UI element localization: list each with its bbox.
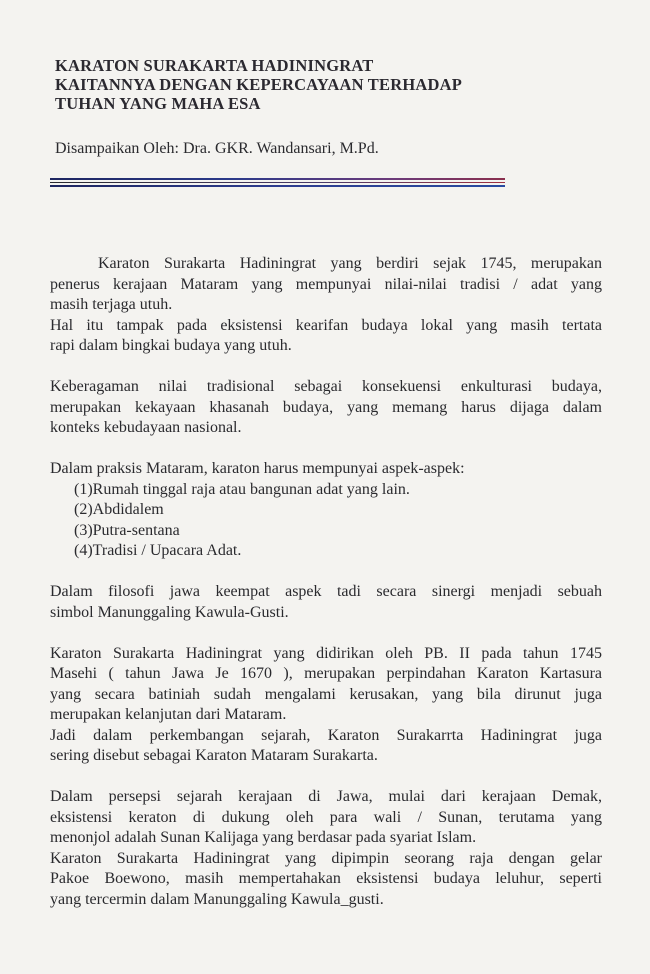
text-line: Dalam persepsi sejarah kerajaan di Jawa, mulai dari kerajaan Demak, [50,788,602,805]
text-line: masih terjaga utuh. [50,296,173,313]
list-item: (1)Rumah tinggal raja atau bangunan adat yang lain. [74,480,410,498]
text-line: Karaton Surakarta Hadiningrat yang berdiri sejak 1745, merupakan [98,255,602,272]
text-line: rapi dalam bingkai budaya yang utuh. [50,337,292,354]
text-line: Keberagaman nilai tradisional sebagai konsekuensi enkulturasi budaya, [50,378,602,395]
text-line: penerus kerajaan Mataram yang mempunyai nilai-nilai tradisi / adat yang [50,275,602,293]
list-item: (2)Abdidalem [74,501,164,518]
paragraph-3 [50,459,602,480]
text-line: menonjol adalah Sunan Kalijaga yang berdasar pada syariat Islam. [50,829,477,846]
text-line: merupakan kelanjutan dari Mataram. [50,706,287,723]
text-line: Dalam praksis Mataram, karaton harus mempunyai aspek-aspek: [50,460,465,477]
text-line: yang tercermin dalam Manunggaling Kawula_gusti. [50,890,384,908]
text-line: yang secara batiniah sudah mengalami kerusakan, yang bila dirunut juga [50,685,602,703]
list-item: (3)Putra-sentana [74,521,180,539]
author-line: Disampaikan Oleh: Dra. GKR. Wandansari, M.Pd. [55,140,379,157]
text-line: Jadi dalam perkembangan sejarah, Karaton Surakarrta Hadiningrat juga [50,726,602,744]
text-line: Karaton Surakarta Hadiningrat yang didirikan oleh PB. II pada tahun 1745 [50,644,602,662]
title-line-1: KARATON SURAKARTA HADININGRAT [55,56,374,75]
text-line: konteks kebudayaan nasional. [50,419,242,436]
text-line: Hal itu tampak pada eksistensi kearifan budaya lokal yang masih tertata [50,316,602,334]
paragraph-6 [50,787,602,910]
paragraph-5 [50,644,602,767]
paragraph-1 [50,254,602,357]
aspect-list [50,480,602,562]
text-line: sering disebut sebagai Karaton Mataram Surakarta. [50,747,378,764]
document-body [50,254,602,931]
text-line: simbol Manunggaling Kawula-Gusti. [50,603,289,621]
paragraph-4 [50,582,602,623]
title-line-2: KAITANNYA DENGAN KEPERCAYAAN TERHADAP [55,75,462,94]
divider-line [50,185,505,187]
paragraph-2 [50,377,602,439]
text-line: eksistensi keraton di dukung oleh para wali / Sunan, terutama yang [50,808,602,826]
text-line: Pakoe Boewono, masih mempertahakan eksistensi budaya leluhur, seperti [50,870,602,887]
text-line: Karaton Surakarta Hadiningrat yang dipimpin seorang raja dengan gelar [50,849,602,867]
text-line: merupakan kekayaan khasanah budaya, yang memang harus dijaga dalam [50,398,602,416]
text-line: Masehi ( tahun Jawa Je 1670 ), merupakan perpindahan Karaton Kartasura [50,665,602,682]
divider-line [50,182,505,183]
divider-line [50,178,505,180]
title-line-3: TUHAN YANG MAHA ESA [55,94,261,113]
list-item: (4)Tradisi / Upacara Adat. [74,542,242,559]
document-title [55,56,575,113]
text-line: Dalam filosofi jawa keempat aspek tadi secara sinergi menjadi sebuah [50,583,602,600]
